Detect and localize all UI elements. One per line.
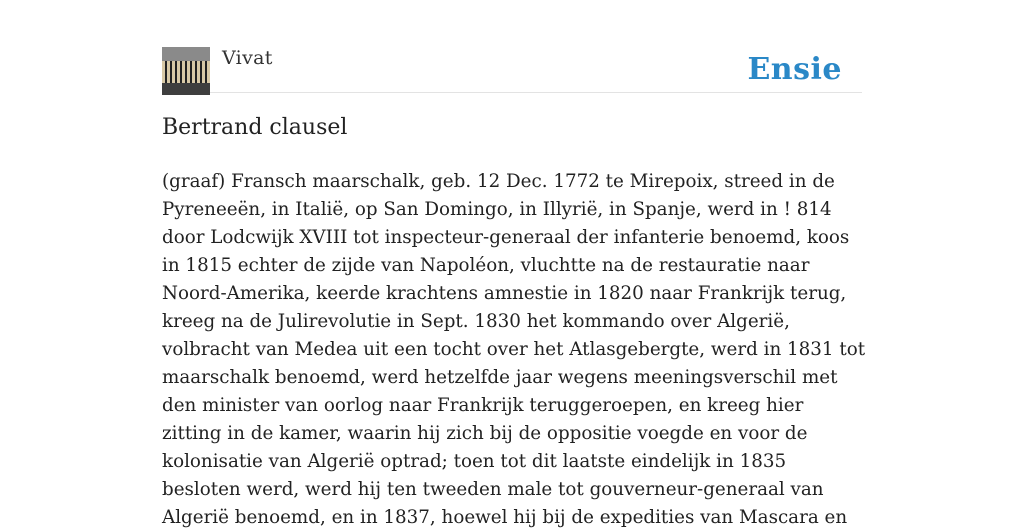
article-body: (graaf) Fransch maarschalk, geb. 12 Dec. 1772 te Mirepoix, streed in de Pyreneeën, in Italië, op San Domingo, in Illyrië, in Spanje, werd in ! 814 door Lodcwijk XVIII tot inspecteur-generaal der infanterie benoemd, koos in 1815 echter de zijde van Napoléon, vluchtte na de restauratie naar Noord-Amerika, keerde krachtens amnestie in 1820 naar Frankrijk terug, kreeg na de Julirevolutie in Sept. 1830 het kommando over Algerië, volbracht van Medea uit een tocht over het Atlasgebergte, werd in 1831 tot maarschalk benoemd, werd hetzelfde jaar wegens meeningsverschil met den minister van oorlog naar Frankrijk teruggeroepen, en kreeg hier zitting in de kamer, waarin hij zich bij de oppositie voegde en voor de kolonisatie van Algerië optrad; toen tot dit laatste eindelijk in 1835 besloten werd, werd hij ten tweeden male tot gouverneur-generaal van Algerië benoemd, en in 1837, hoewel hij bij de expedities van Mascara en — [162, 171, 866, 528]
header — [162, 46, 862, 93]
brand-logo[interactable]: Ensie — [747, 52, 842, 87]
source-name[interactable]: Vivat — [222, 47, 273, 69]
article-title: Bertrand clausel — [162, 115, 348, 140]
book-spines-avatar-icon[interactable] — [162, 47, 210, 95]
